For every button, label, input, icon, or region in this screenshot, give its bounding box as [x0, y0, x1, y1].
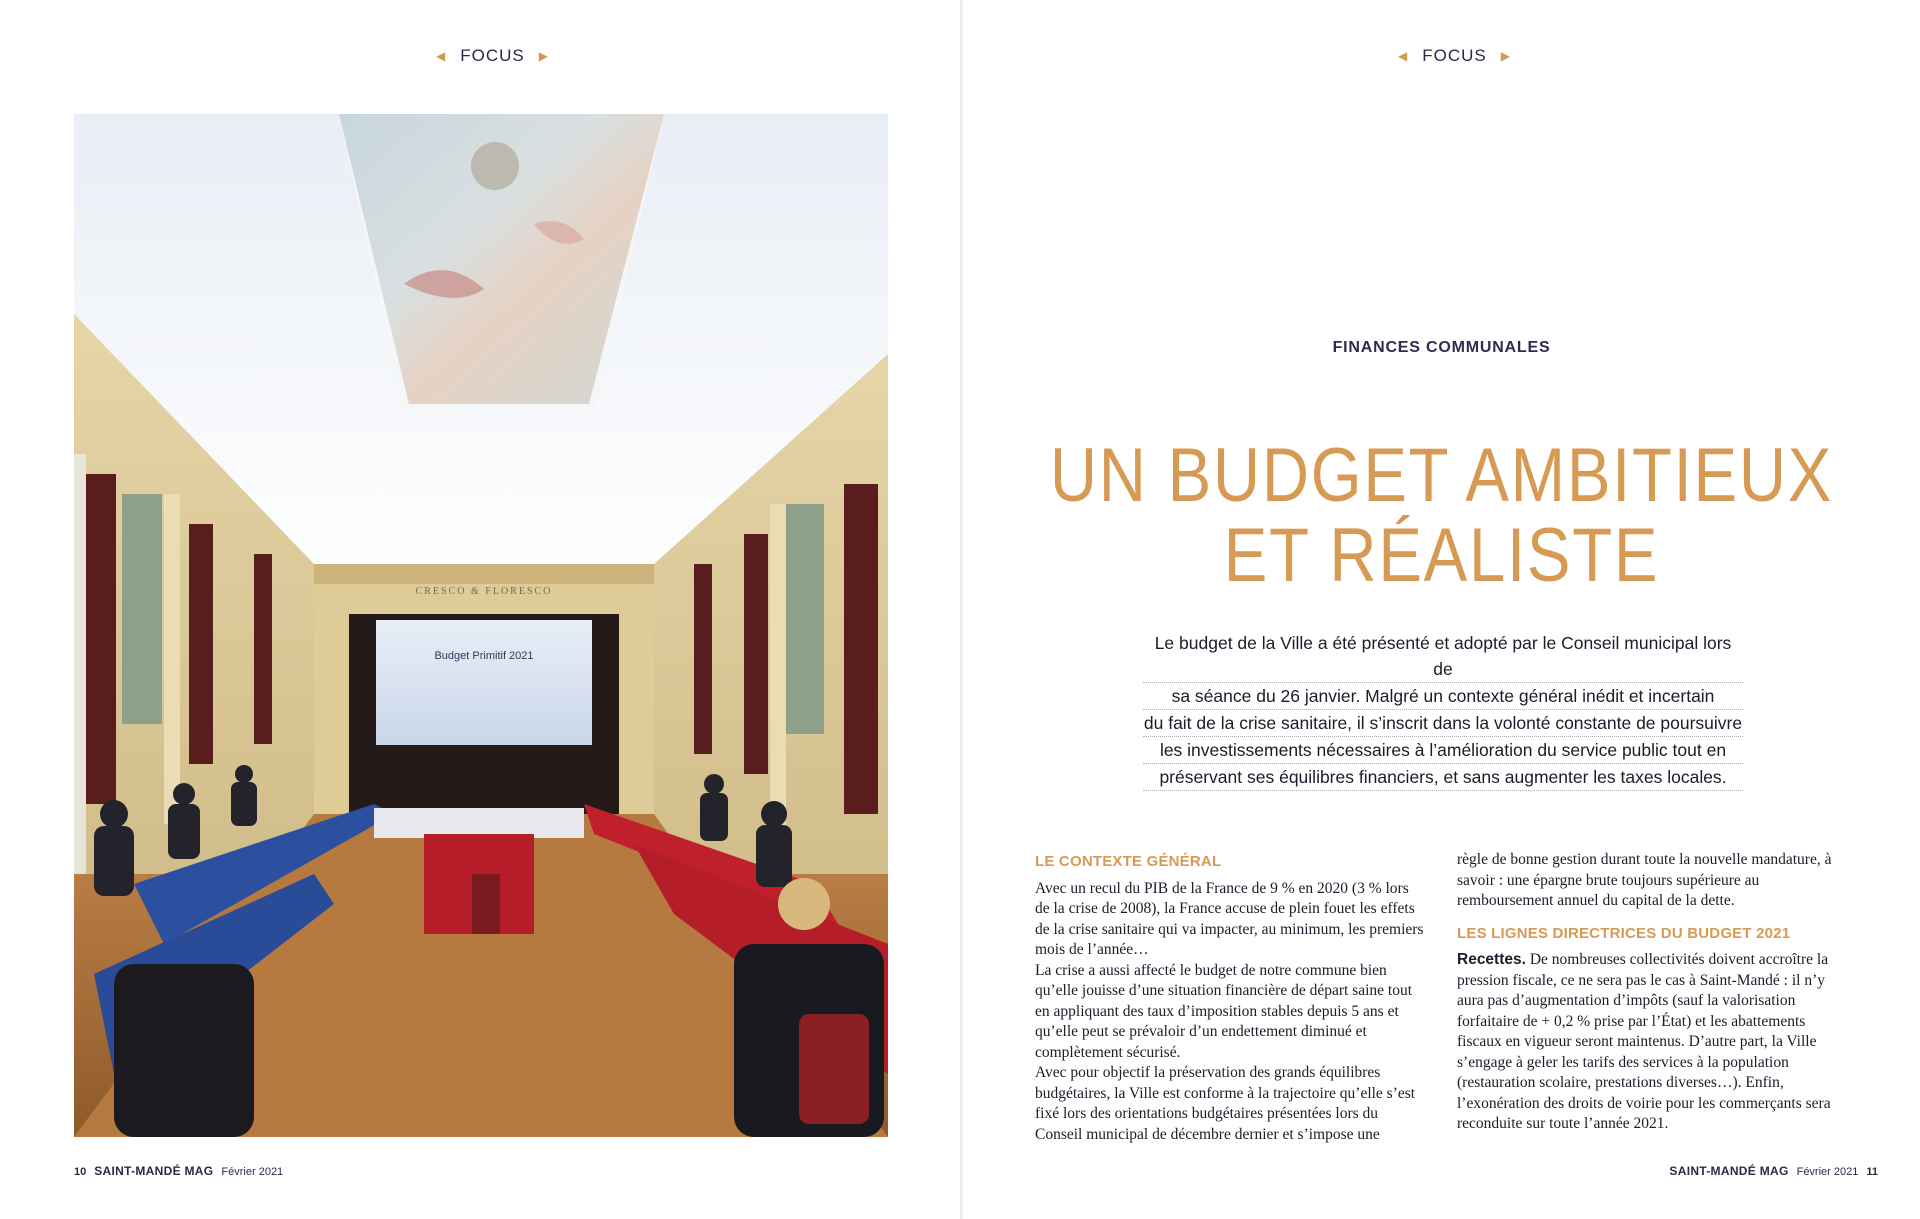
section-title: LES LIGNES DIRECTRICES DU BUDGET 2021 [1457, 924, 1791, 942]
body-paragraph: Avec pour objectif la préservation des grands équilibres budgétaires, la Ville est conforme à la trajectoire qu’elle s’est fixé lors des orientations budgétaires présentées lors du Conseil municipal de décembre dernier et s’impose une [1035, 1064, 1416, 1143]
arrow-right-icon: ▶ [1500, 49, 1511, 63]
magazine-name: SAINT-MANDÉ MAG [94, 1164, 214, 1178]
paragraph-text: De nombreuses collectivités doivent accroître la pression fiscale, ce ne sera pas le cas à Saint-Mandé : il n’y aura pas d’augmentation d’impôts (sauf la valorisation forfaitaire de + 0,2 % prise par l’État) et les abattements fiscaux en vigueur seront maintenus. D’autre part, la Ville s’engage à geler les tarifs des services à la population (restauration scolaire, prestations diverses…). Enfin, l’exonération des droits de voirie pour les commerçants sera reconduite sur toute l’année 2021. [1457, 951, 1831, 1132]
arrow-left-icon: ◀ [1398, 49, 1409, 63]
section-header [1398, 46, 1511, 66]
body-paragraph: règle de bonne gestion durant toute la nouvelle mandature, à savoir : une épargne brute toujours supérieure au remboursement annuel du capital de la dette. [1457, 851, 1832, 909]
body-paragraph: Avec un recul du PIB de la France de 9 % en 2020 (3 % lors de la crise de 2008), la France accuse de plein fouet les effets de la crise sanitaire qui va impacter, au minimum, les premiers mois de l’année… [1035, 879, 1424, 958]
headline [1030, 433, 1853, 598]
section-label: FOCUS [1422, 46, 1487, 65]
right-page [963, 0, 1920, 1219]
intro-line: sa séance du 26 janvier. Malgré un contexte général inédit et incertain [1143, 683, 1743, 710]
page-footer [1669, 1164, 1878, 1178]
intro-line: du fait de la crise sanitaire, il s’inscrit dans la volonté constante de poursuivre [1143, 710, 1743, 737]
section-label: FOCUS [460, 46, 525, 65]
council-meeting-photo [74, 114, 888, 1137]
arrow-left-icon: ◀ [436, 49, 447, 63]
intro-line: Le budget de la Ville a été présenté et adopté par le Conseil municipal lors de [1143, 630, 1743, 683]
kicker: FINANCES COMMUNALES [1332, 339, 1551, 356]
projection-screen [376, 620, 592, 745]
page-footer [74, 1164, 283, 1178]
page-number: 11 [1866, 1166, 1878, 1178]
section-title: LE CONTEXTE GÉNÉRAL [1035, 853, 1222, 870]
intro-paragraph [1143, 630, 1743, 791]
screen-title: Budget Primitif 2021 [434, 650, 534, 662]
intro-line: les investissements nécessaires à l’amélioration du service public tout en [1143, 737, 1743, 764]
issue-date: Février 2021 [1796, 1166, 1859, 1178]
text-column-2 [1457, 850, 1849, 1135]
text-column-1 [1035, 852, 1427, 1145]
issue-date: Février 2021 [221, 1166, 284, 1178]
body-paragraph [1457, 950, 1849, 1135]
arrow-right-icon: ▶ [538, 49, 549, 63]
headline-line: UN BUDGET AMBITIEUX [1049, 433, 1834, 518]
intro-line: préservant ses équilibres financiers, et sans augmenter les taxes locales. [1143, 764, 1743, 791]
section-header [436, 46, 549, 66]
page-number: 10 [74, 1166, 87, 1178]
magazine-name: SAINT-MANDÉ MAG [1669, 1164, 1789, 1178]
frieze-text: CRESCO & FLORESCO [415, 586, 553, 597]
body-paragraph: La crise a aussi affecté le budget de notre commune bien qu’elle jouisse d’une situation financière de départ saine tout en appliquant des taux d’imposition stables depuis 5 ans et qu’elle peut se prévaloir d’un endettement diminué et complètement sécurisé. [1035, 961, 1413, 1061]
paragraph-lead: Recettes. [1457, 951, 1526, 968]
headline-line: ET RÉALISTE [1223, 513, 1660, 598]
